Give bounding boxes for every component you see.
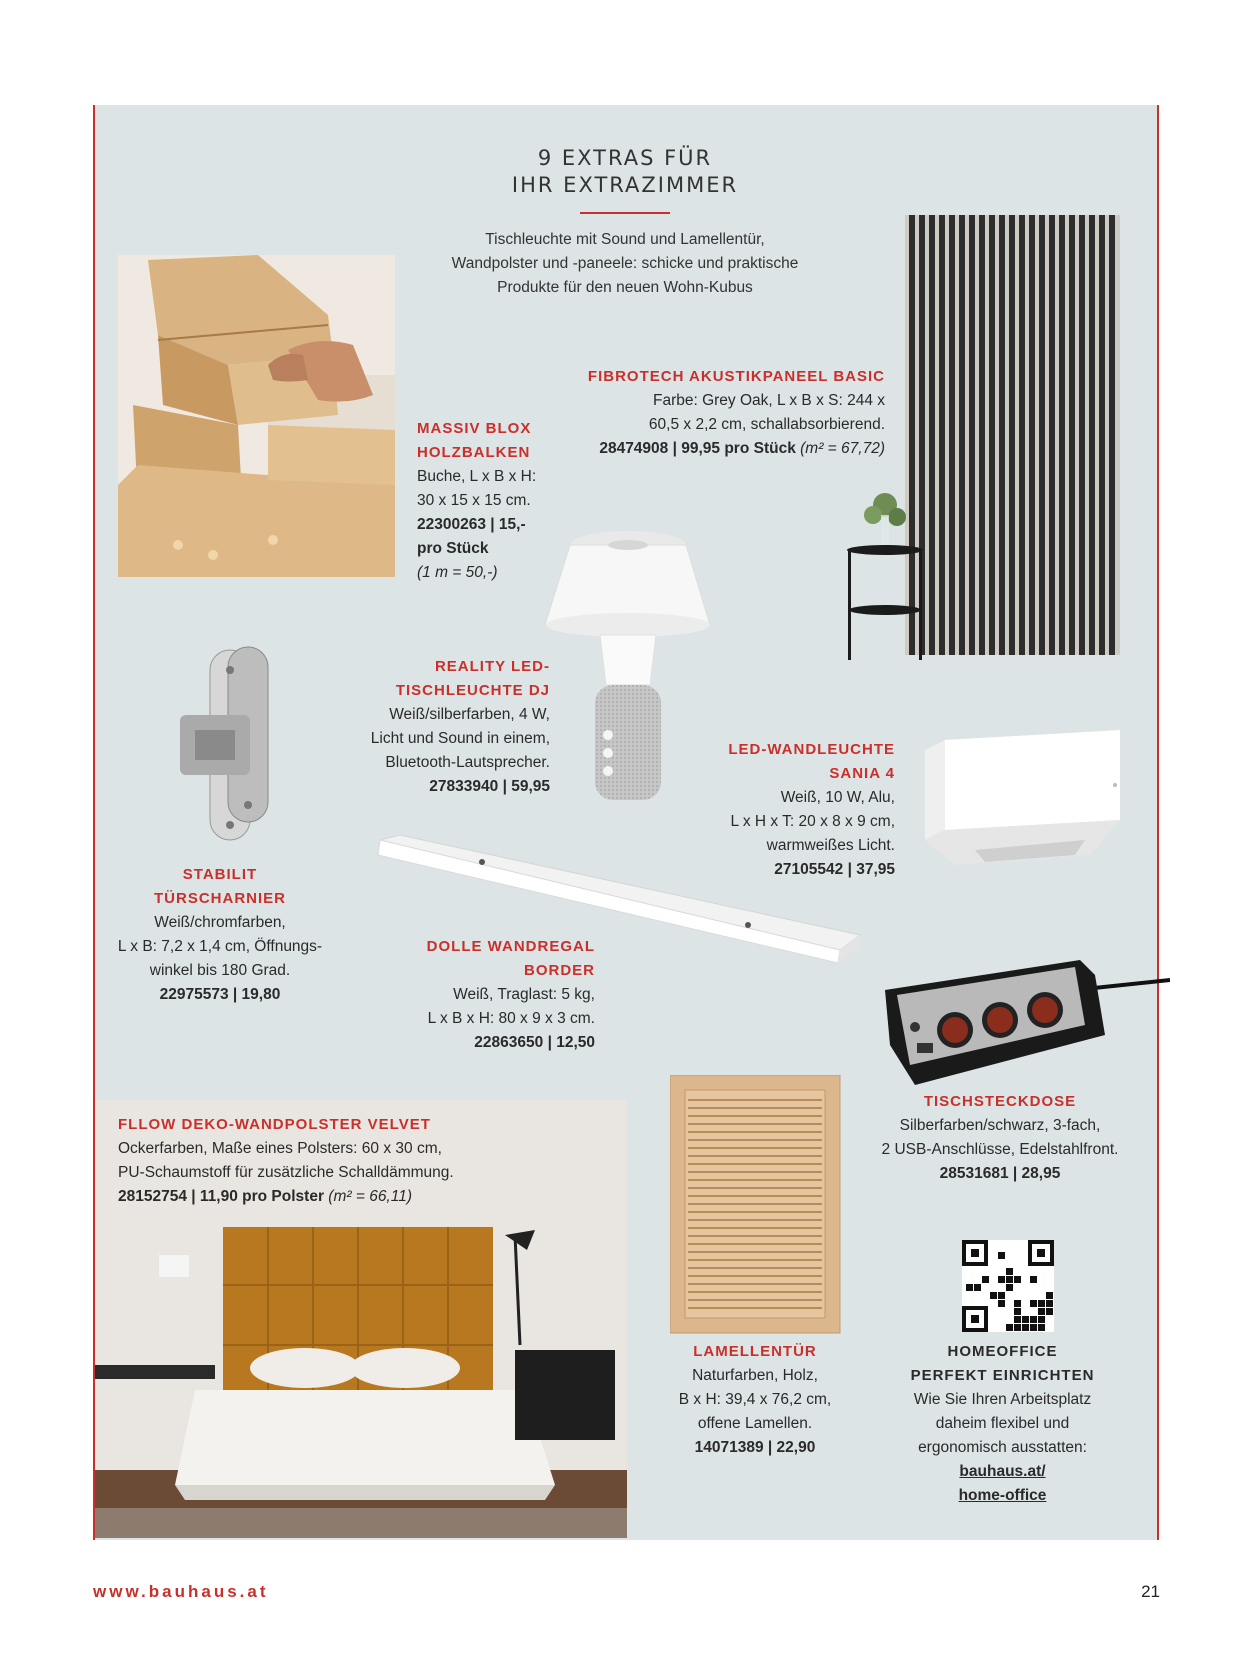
wood-beam-image xyxy=(118,255,395,577)
product-massiv-blox: MASSIV BLOX HOLZBALKEN Buche, L x B x H: 30 x 15 x 15 cm. 22300263 | 15,- pro Stück (1 m = 50,-) xyxy=(417,420,537,581)
wall-light-image xyxy=(915,730,1125,870)
intro-text: Tischleuchte mit Sound und Lamellentür, Wandpolster und -paneele: schicke und praktische Produkte für den neuen Wohn-Kubus xyxy=(451,231,799,296)
homeoffice-promo: HOMEOFFICE PERFEKT EINRICHTEN Wie Sie Ihren Arbeitsplatz daheim flexibel und ergonomisch ausstatten: bauhaus.at/ home-office xyxy=(885,1340,1120,1508)
homeoffice-link-2[interactable]: home-office xyxy=(958,1487,1047,1504)
door-hinge-image xyxy=(170,645,285,845)
homeoffice-link[interactable]: bauhaus.at/ xyxy=(959,1463,1046,1480)
product-fllow-cushion: FLLOW DEKO-WANDPOLSTER VELVET Ockerfarben, Maße eines Polsters: 60 x 30 cm, PU-Schaumstoff für zusätzliche Schalldämmung. 28152754 | 11,90 pro Polster (m² = 66,11) xyxy=(118,1116,454,1205)
title-divider xyxy=(580,212,670,214)
product-louvre-door: LAMELLENTÜR Naturfarben, Holz, B x H: 39,4 x 76,2 cm, offene Lamellen. 14071389 | 22,90 xyxy=(678,1343,832,1456)
product-dolle-shelf: DOLLE WANDREGAL BORDER Weiß, Traglast: 5 kg, L x B x H: 80 x 9 x 3 cm. 22863650 | 12,50 xyxy=(426,938,595,1051)
page-title xyxy=(0,145,1250,199)
product-stabilit-hinge: STABILIT TÜRSCHARNIER Weiß/chromfarben, L x B: 7,2 x 1,4 cm, Öffnungs- winkel bis 180 Grad. 22975573 | 19,80 xyxy=(117,866,323,1003)
qr-code-image xyxy=(962,1240,1054,1332)
title-line-2: IHR EXTRAZIMMER xyxy=(511,173,739,197)
power-strip-image xyxy=(885,955,1170,1090)
title-line-1: 9 EXTRAS FÜR xyxy=(537,146,713,170)
page-number: 21 xyxy=(1141,1582,1160,1601)
product-reality-lamp: REALITY LED- TISCHLEUCHTE DJ Weiß/silberfarben, 4 W, Licht und Sound in einem, Bluetooth-Lautsprecher. 27833940 | 59,95 xyxy=(370,658,550,795)
product-power-strip: TISCHSTECKDOSE Silberfarben/schwarz, 3-fach, 2 USB-Anschlüsse, Edelstahlfront. 28531681 | 28,95 xyxy=(881,1093,1119,1182)
product-fibrotech: FIBROTECH AKUSTIKPANEEL BASIC Farbe: Grey Oak, L x B x S: 244 x 60,5 x 2,2 cm, schallabsorbierend. 28474908 | 99,95 pro Stück (m² = 67,72) xyxy=(587,368,885,457)
louvre-door-image xyxy=(670,1075,845,1337)
footer-url[interactable]: www.bauhaus.at xyxy=(93,1582,269,1601)
product-led-wall-light: LED-WANDLEUCHTE SANIA 4 Weiß, 10 W, Alu, L x H x T: 20 x 8 x 9 cm, warmweißes Licht. 27105542 | 37,95 xyxy=(728,741,895,878)
